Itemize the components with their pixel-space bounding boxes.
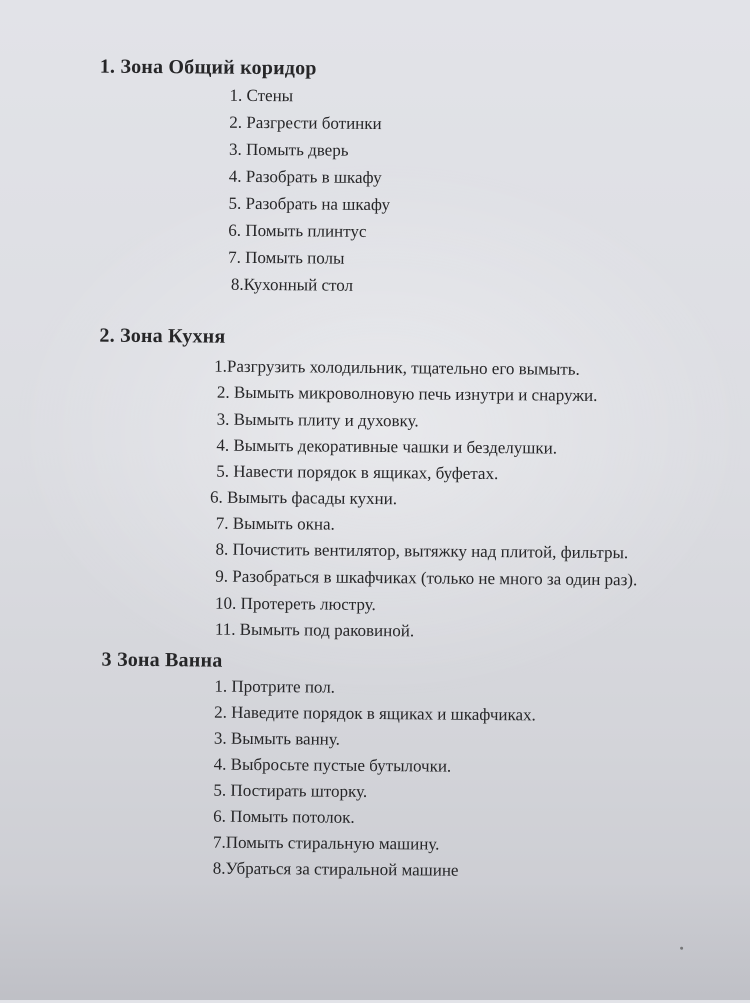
list-item: 7.Помыть стиральную машину.: [212, 832, 440, 854]
list-item: 4. Вымыть декоративные чашки и безделушки.: [216, 435, 558, 458]
list-item: 11. Вымыть под раковиной.: [214, 619, 415, 641]
list-item: 2. Разгрести ботинки: [229, 112, 382, 134]
list-item: 1. Протрите пол.: [214, 676, 336, 697]
list-item: 2. Вымыть микроволновую печь изнутри и снаружи.: [216, 382, 598, 405]
list-item: 1. Стены: [229, 85, 294, 106]
section-heading-kitchen: 2. Зона Кухня: [99, 324, 226, 348]
list-item: 4. Разобрать в шкафу: [228, 166, 382, 188]
list-item: 4. Выбросьте пустые бутылочки.: [213, 754, 452, 776]
list-item: 9. Разобраться в шкафчиках (только не много за один раз).: [215, 566, 638, 590]
list-item: 5. Постирать шторку.: [213, 780, 368, 801]
list-item: 2. Наведите порядок в ящиках и шкафчиках.: [214, 702, 536, 725]
list-item: 7. Вымыть окна.: [215, 513, 335, 534]
list-item: 7. Помыть полы: [228, 247, 345, 268]
list-item: 5. Навести порядок в ящиках, буфетах.: [216, 461, 499, 484]
list-item: 6. Вымыть фасады кухни.: [209, 487, 398, 509]
list-item: 3. Вымыть плиту и духовку.: [216, 409, 419, 431]
section-heading-corridor: 1. Зона Общий коридор: [99, 55, 317, 80]
list-item: 8.Кухонный стол: [230, 274, 354, 295]
paper-shading: [0, 880, 750, 1000]
list-item: 6. Помыть потолок.: [213, 806, 355, 827]
section-heading-bathroom: 3 Зона Ванна: [101, 648, 223, 672]
list-item: 3. Вымыть ванну.: [213, 728, 340, 749]
list-item: 6. Помыть плинтус: [228, 220, 367, 241]
list-item: 3. Помыть дверь: [228, 139, 349, 160]
list-item: 10. Протереть люстру.: [215, 593, 376, 615]
list-item: 8.Убраться за стиральной машине: [212, 858, 459, 880]
list-item: 1.Разгрузить холодильник, тщательно его вымыть.: [214, 356, 580, 379]
list-item: 5. Разобрать на шкафу: [228, 193, 391, 215]
list-item: 8. Почистить вентилятор, вытяжку над плитой, фильтры.: [215, 539, 629, 563]
